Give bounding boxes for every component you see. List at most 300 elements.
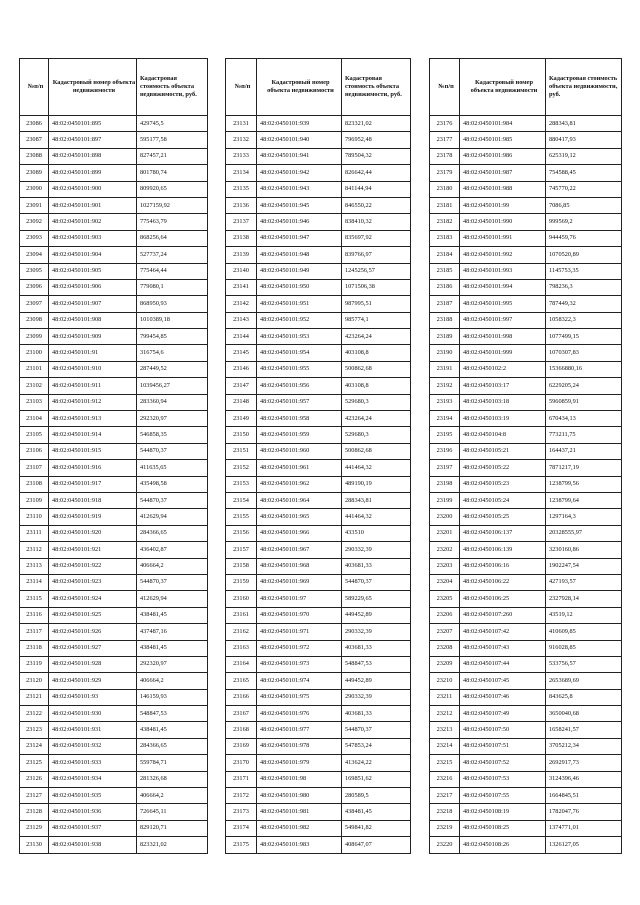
- row-number: 23186: [430, 279, 460, 295]
- cadastral-number: 48:02:0450107:45: [460, 673, 546, 689]
- cadastral-value: 441464,32: [342, 460, 411, 476]
- cadastral-value: 827457,21: [137, 148, 208, 164]
- cadastral-value: 835697,92: [342, 230, 411, 246]
- cadastral-value: 500862,68: [342, 443, 411, 459]
- table-row: [430, 263, 622, 279]
- row-number: 23106: [20, 443, 49, 459]
- cadastral-number: 48:02:0450101:980: [257, 788, 342, 804]
- cadastral-value: 3230160,86: [546, 542, 622, 558]
- cadastral-number: 48:02:0450101:987: [460, 165, 546, 181]
- cadastral-number: 48:02:0450105:24: [460, 492, 546, 508]
- table-row: [226, 738, 411, 754]
- cadastral-value: 5960859,91: [546, 394, 622, 410]
- table-row: [20, 804, 208, 820]
- row-number: 23160: [226, 591, 257, 607]
- row-number: 23094: [20, 247, 49, 263]
- cadastral-number: 48:02:0450101:971: [257, 624, 342, 640]
- cadastral-number: 48:02:0450107:43: [460, 640, 546, 656]
- row-number: 23146: [226, 361, 257, 377]
- cadastral-number: 48:02:0450108:19: [460, 804, 546, 820]
- cadastral-number: 48:02:0450101:99: [460, 197, 546, 213]
- table-row: [226, 181, 411, 197]
- cadastral-value: 745770,22: [546, 181, 622, 197]
- table-row: [430, 574, 622, 590]
- cadastral-value: 549841,82: [342, 820, 411, 836]
- row-number: 23134: [226, 165, 257, 181]
- cadastral-value: 544870,37: [137, 443, 208, 459]
- cadastral-number: 48:02:0450101:904: [49, 247, 137, 263]
- header-cadastral-value: Кадастровая стоимость объекта недвижимости, руб.: [342, 59, 411, 116]
- cadastral-number: 48:02:0450101:942: [257, 165, 342, 181]
- table-row: [430, 312, 622, 328]
- row-number: 23086: [20, 116, 49, 132]
- cadastral-value: 987995,51: [342, 296, 411, 312]
- cadastral-value: 438481,45: [342, 804, 411, 820]
- table-row: [430, 165, 622, 181]
- cadastral-value: 7086,85: [546, 197, 622, 213]
- table-row: [430, 492, 622, 508]
- table-row: [20, 279, 208, 295]
- cadastral-value: 1658241,57: [546, 722, 622, 738]
- cadastral-number: 48:02:0450101:919: [49, 509, 137, 525]
- table-row: [20, 181, 208, 197]
- row-number: 23126: [20, 771, 49, 787]
- row-number: 23144: [226, 329, 257, 345]
- table-row: [226, 279, 411, 295]
- cadastral-number: 48:02:0450101:995: [460, 296, 546, 312]
- cadastral-value: 533756,57: [546, 656, 622, 672]
- cadastral-value: 287449,52: [137, 361, 208, 377]
- table-row: [20, 492, 208, 508]
- row-number: 23164: [226, 656, 257, 672]
- row-number: 23188: [430, 312, 460, 328]
- cadastral-number: 48:02:0450101:916: [49, 460, 137, 476]
- cadastral-number: 48:02:0450101:966: [257, 525, 342, 541]
- cadastral-number: 48:02:0450101:943: [257, 181, 342, 197]
- cadastral-value: 290332,39: [342, 542, 411, 558]
- cadastral-value: 406664,2: [137, 788, 208, 804]
- row-number: 23158: [226, 558, 257, 574]
- cadastral-number: 48:02:0450107:51: [460, 738, 546, 754]
- cadastral-value: 284366,65: [137, 738, 208, 754]
- cadastral-number: 48:02:0450101:922: [49, 558, 137, 574]
- cadastral-value: 985774,1: [342, 312, 411, 328]
- row-number: 23117: [20, 624, 49, 640]
- cadastral-value: 999569,2: [546, 214, 622, 230]
- cadastral-number: 48:02:0450101:911: [49, 378, 137, 394]
- cadastral-value: 1077499,15: [546, 329, 622, 345]
- cadastral-value: 15366880,16: [546, 361, 622, 377]
- table-row: [20, 542, 208, 558]
- cadastral-value: 435498,58: [137, 476, 208, 492]
- cadastral-number: 48:02:0450101:921: [49, 542, 137, 558]
- table-row: [20, 361, 208, 377]
- cadastral-number: 48:02:0450106:139: [460, 542, 546, 558]
- table-row: [20, 116, 208, 132]
- table-row: [226, 706, 411, 722]
- row-number: 23148: [226, 394, 257, 410]
- table-row: [430, 394, 622, 410]
- table-row: [430, 345, 622, 361]
- row-number: 23190: [430, 345, 460, 361]
- cadastral-number: 48:02:0450101:960: [257, 443, 342, 459]
- cadastral-value: 1374771,01: [546, 820, 622, 836]
- cadastral-number: 48:02:0450101:983: [257, 837, 342, 853]
- row-number: 23168: [226, 722, 257, 738]
- row-number: 23162: [226, 624, 257, 640]
- row-number: 23174: [226, 820, 257, 836]
- cadastral-value: 544870,37: [137, 574, 208, 590]
- row-number: 23214: [430, 738, 460, 754]
- table-row: [430, 443, 622, 459]
- cadastral-table-1: [19, 58, 208, 854]
- table-row: [20, 312, 208, 328]
- cadastral-number: 48:02:0450101:929: [49, 673, 137, 689]
- row-number: 23185: [430, 263, 460, 279]
- table-row: [226, 296, 411, 312]
- cadastral-value: 403681,33: [342, 558, 411, 574]
- cadastral-value: 412629,94: [137, 509, 208, 525]
- table-row: [20, 771, 208, 787]
- table-row: [20, 607, 208, 623]
- cadastral-number: 48:02:0450107:46: [460, 689, 546, 705]
- cadastral-value: 1071506,38: [342, 279, 411, 295]
- row-number: 23205: [430, 591, 460, 607]
- cadastral-value: 3124396,46: [546, 771, 622, 787]
- row-number: 23213: [430, 722, 460, 738]
- cadastral-value: 427193,57: [546, 574, 622, 590]
- row-number: 23202: [430, 542, 460, 558]
- row-number: 23150: [226, 427, 257, 443]
- table-row: [430, 148, 622, 164]
- table-row: [20, 345, 208, 361]
- cadastral-number: 48:02:0450101:968: [257, 558, 342, 574]
- row-number: 23155: [226, 509, 257, 525]
- cadastral-number: 48:02:0450101:969: [257, 574, 342, 590]
- cadastral-number: 48:02:0450101:992: [460, 247, 546, 263]
- cadastral-number: 48:02:0450101:930: [49, 706, 137, 722]
- cadastral-number: 48:02:0450101:926: [49, 624, 137, 640]
- row-number: 23087: [20, 132, 49, 148]
- cadastral-number: 48:02:0450101:937: [49, 820, 137, 836]
- cadastral-value: 290332,39: [342, 624, 411, 640]
- table-row: [430, 689, 622, 705]
- cadastral-number: 48:02:0450101:972: [257, 640, 342, 656]
- cadastral-value: 500862,68: [342, 361, 411, 377]
- table-row: [430, 542, 622, 558]
- cadastral-value: 316754,6: [137, 345, 208, 361]
- table-row: [226, 116, 411, 132]
- cadastral-number: 48:02:0450101:948: [257, 247, 342, 263]
- row-number: 23088: [20, 148, 49, 164]
- table-row: [226, 624, 411, 640]
- cadastral-number: 48:02:0450107:55: [460, 788, 546, 804]
- cadastral-value: 3650040,68: [546, 706, 622, 722]
- cadastral-value: 787449,32: [546, 296, 622, 312]
- cadastral-number: 48:02:0450101:927: [49, 640, 137, 656]
- cadastral-number: 48:02:0450101:998: [460, 329, 546, 345]
- cadastral-number: 48:02:0450101:947: [257, 230, 342, 246]
- row-number: 23102: [20, 378, 49, 394]
- cadastral-value: 773211,75: [546, 427, 622, 443]
- cadastral-number: 48:02:0450101:993: [460, 263, 546, 279]
- row-number: 23124: [20, 738, 49, 754]
- table-row: [430, 296, 622, 312]
- cadastral-number: 48:02:0450107:42: [460, 624, 546, 640]
- cadastral-number: 48:02:0450101:898: [49, 148, 137, 164]
- cadastral-value: 284366,65: [137, 525, 208, 541]
- row-number: 23199: [430, 492, 460, 508]
- row-number: 23092: [20, 214, 49, 230]
- table-row: [430, 509, 622, 525]
- table-row: [430, 788, 622, 804]
- header-cadastral-value: Кадастровая стоимость объекта недвижимости, руб.: [137, 59, 208, 116]
- row-number: 23133: [226, 148, 257, 164]
- header-num: №п/п: [226, 59, 257, 116]
- row-number: 23136: [226, 197, 257, 213]
- cadastral-table-3: [429, 58, 622, 854]
- row-number: 23111: [20, 525, 49, 541]
- cadastral-value: 406664,2: [137, 673, 208, 689]
- table-row: [430, 771, 622, 787]
- table-row: [430, 755, 622, 771]
- table-row: [20, 214, 208, 230]
- row-number: 23215: [430, 755, 460, 771]
- cadastral-value: 868950,93: [137, 296, 208, 312]
- table-row: [430, 820, 622, 836]
- cadastral-number: 48:02:0450101:990: [460, 214, 546, 230]
- table-row: [20, 673, 208, 689]
- cadastral-number: 48:02:0450101:933: [49, 755, 137, 771]
- row-number: 23197: [430, 460, 460, 476]
- cadastral-value: 529680,3: [342, 427, 411, 443]
- cadastral-number: 48:02:0450108:26: [460, 837, 546, 853]
- cadastral-number: 48:02:0450101:902: [49, 214, 137, 230]
- cadastral-number: 48:02:0450101:895: [49, 116, 137, 132]
- cadastral-number: 48:02:0450101:976: [257, 706, 342, 722]
- row-number: 23193: [430, 394, 460, 410]
- cadastral-value: 449452,89: [342, 607, 411, 623]
- cadastral-value: 406664,2: [137, 558, 208, 574]
- cadastral-value: 548847,53: [342, 656, 411, 672]
- table-header-row: [20, 59, 208, 116]
- cadastral-number: 48:02:0450101:899: [49, 165, 137, 181]
- table-row: [20, 755, 208, 771]
- cadastral-number: 48:02:0450101:93: [49, 689, 137, 705]
- cadastral-value: 868256,64: [137, 230, 208, 246]
- row-number: 23122: [20, 706, 49, 722]
- table-row: [430, 738, 622, 754]
- table-row: [430, 673, 622, 689]
- cadastral-number: 48:02:0450101:951: [257, 296, 342, 312]
- table-row: [430, 214, 622, 230]
- table-row: [20, 837, 208, 853]
- cadastral-value: 43519,12: [546, 607, 622, 623]
- cadastral-value: 775464,44: [137, 263, 208, 279]
- row-number: 23219: [430, 820, 460, 836]
- table-row: [226, 132, 411, 148]
- row-number: 23173: [226, 804, 257, 820]
- cadastral-value: 1782047,76: [546, 804, 622, 820]
- table-row: [20, 148, 208, 164]
- cadastral-value: 529680,3: [342, 394, 411, 410]
- cadastral-number: 48:02:0450101:973: [257, 656, 342, 672]
- row-number: 23176: [430, 116, 460, 132]
- cadastral-value: 880417,93: [546, 132, 622, 148]
- cadastral-number: 48:02:0450101:903: [49, 230, 137, 246]
- cadastral-number: 48:02:0450107:49: [460, 706, 546, 722]
- cadastral-number: 48:02:0450106:137: [460, 525, 546, 541]
- cadastral-number: 48:02:0450101:946: [257, 214, 342, 230]
- table-row: [430, 640, 622, 656]
- table-row: [430, 230, 622, 246]
- row-number: 23177: [430, 132, 460, 148]
- cadastral-number: 48:02:0450105:22: [460, 460, 546, 476]
- row-number: 23107: [20, 460, 49, 476]
- table-row: [20, 574, 208, 590]
- cadastral-value: 437487,16: [137, 624, 208, 640]
- cadastral-number: 48:02:0450105:25: [460, 509, 546, 525]
- row-number: 23130: [20, 837, 49, 853]
- row-number: 23210: [430, 673, 460, 689]
- table-row: [20, 656, 208, 672]
- header-cadastral-number: Кадастровый номер объекта недвижимости: [49, 59, 137, 116]
- row-number: 23189: [430, 329, 460, 345]
- cadastral-value: 412629,94: [137, 591, 208, 607]
- table-row: [226, 443, 411, 459]
- table-row: [226, 230, 411, 246]
- cadastral-number: 48:02:0450101:908: [49, 312, 137, 328]
- cadastral-value: 436402,87: [137, 542, 208, 558]
- table-row: [226, 837, 411, 853]
- cadastral-value: 441464,32: [342, 509, 411, 525]
- table-row: [430, 656, 622, 672]
- row-number: 23123: [20, 722, 49, 738]
- row-number: 23090: [20, 181, 49, 197]
- cadastral-number: 48:02:0450101:957: [257, 394, 342, 410]
- table-row: [226, 378, 411, 394]
- cadastral-value: 403108,8: [342, 378, 411, 394]
- table-header-row: [430, 59, 622, 116]
- table-row: [430, 361, 622, 377]
- cadastral-value: 809920,65: [137, 181, 208, 197]
- cadastral-number: 48:02:0450101:906: [49, 279, 137, 295]
- cadastral-number: 48:02:0450101:982: [257, 820, 342, 836]
- row-number: 23113: [20, 558, 49, 574]
- cadastral-value: 292320,97: [137, 656, 208, 672]
- table-row: [226, 165, 411, 181]
- cadastral-number: 48:02:0450101:950: [257, 279, 342, 295]
- cadastral-value: 595177,58: [137, 132, 208, 148]
- table-row: [20, 460, 208, 476]
- cadastral-number: 48:02:0450107:44: [460, 656, 546, 672]
- cadastral-number: 48:02:0450106:25: [460, 591, 546, 607]
- cadastral-value: 823321,02: [137, 837, 208, 853]
- row-number: 23105: [20, 427, 49, 443]
- cadastral-value: 1297164,3: [546, 509, 622, 525]
- table-row: [430, 476, 622, 492]
- cadastral-number: 48:02:0450101:897: [49, 132, 137, 148]
- cadastral-number: 48:02:0450101:981: [257, 804, 342, 820]
- cadastral-value: 280589,5: [342, 788, 411, 804]
- row-number: 23152: [226, 460, 257, 476]
- row-number: 23101: [20, 361, 49, 377]
- table-row: [430, 279, 622, 295]
- table-row: [20, 820, 208, 836]
- row-number: 23156: [226, 525, 257, 541]
- cadastral-number: 48:02:0450101:914: [49, 427, 137, 443]
- cadastral-value: 290332,39: [342, 689, 411, 705]
- cadastral-value: 423264,24: [342, 411, 411, 427]
- cadastral-value: 403681,33: [342, 706, 411, 722]
- table-row: [226, 607, 411, 623]
- cadastral-number: 48:02:0450103:17: [460, 378, 546, 394]
- row-number: 23172: [226, 788, 257, 804]
- cadastral-number: 48:02:0450101:901: [49, 197, 137, 213]
- table-row: [226, 263, 411, 279]
- row-number: 23198: [430, 476, 460, 492]
- row-number: 23091: [20, 197, 49, 213]
- cadastral-value: 169851,62: [342, 771, 411, 787]
- table-row: [20, 263, 208, 279]
- cadastral-value: 838410,32: [342, 214, 411, 230]
- table-row: [226, 394, 411, 410]
- cadastral-value: 3705212,34: [546, 738, 622, 754]
- table-row: [226, 788, 411, 804]
- cadastral-number: 48:02:0450101:918: [49, 492, 137, 508]
- cadastral-value: 527737,24: [137, 247, 208, 263]
- table-row: [20, 525, 208, 541]
- cadastral-value: 839766,97: [342, 247, 411, 263]
- row-number: 23217: [430, 788, 460, 804]
- cadastral-number: 48:02:0450101:994: [460, 279, 546, 295]
- cadastral-value: 433510: [342, 525, 411, 541]
- cadastral-number: 48:02:0450101:964: [257, 492, 342, 508]
- row-number: 23175: [226, 837, 257, 853]
- table-row: [226, 525, 411, 541]
- cadastral-number: 48:02:0450101:91: [49, 345, 137, 361]
- cadastral-number: 48:02:0450101:967: [257, 542, 342, 558]
- cadastral-value: 544870,37: [342, 574, 411, 590]
- cadastral-number: 48:02:0450101:991: [460, 230, 546, 246]
- cadastral-value: 429745,5: [137, 116, 208, 132]
- table-row: [226, 755, 411, 771]
- row-number: 23163: [226, 640, 257, 656]
- cadastral-value: 2327928,14: [546, 591, 622, 607]
- row-number: 23220: [430, 837, 460, 853]
- row-number: 23139: [226, 247, 257, 263]
- cadastral-value: 779080,1: [137, 279, 208, 295]
- cadastral-value: 726645,11: [137, 804, 208, 820]
- row-number: 23149: [226, 411, 257, 427]
- table-row: [226, 804, 411, 820]
- cadastral-value: 1039456,27: [137, 378, 208, 394]
- row-number: 23184: [430, 247, 460, 263]
- cadastral-value: 438481,45: [137, 607, 208, 623]
- table-row: [430, 624, 622, 640]
- cadastral-value: 799454,85: [137, 329, 208, 345]
- table-row: [430, 591, 622, 607]
- cadastral-number: 48:02:0450101:915: [49, 443, 137, 459]
- row-number: 23110: [20, 509, 49, 525]
- cadastral-value: 288343,81: [342, 492, 411, 508]
- cadastral-number: 48:02:0450101:97: [257, 591, 342, 607]
- cadastral-number: 48:02:0450101:931: [49, 722, 137, 738]
- cadastral-value: 1326127,05: [546, 837, 622, 853]
- row-number: 23140: [226, 263, 257, 279]
- cadastral-number: 48:02:0450101:975: [257, 689, 342, 705]
- cadastral-number: 48:02:0450101:997: [460, 312, 546, 328]
